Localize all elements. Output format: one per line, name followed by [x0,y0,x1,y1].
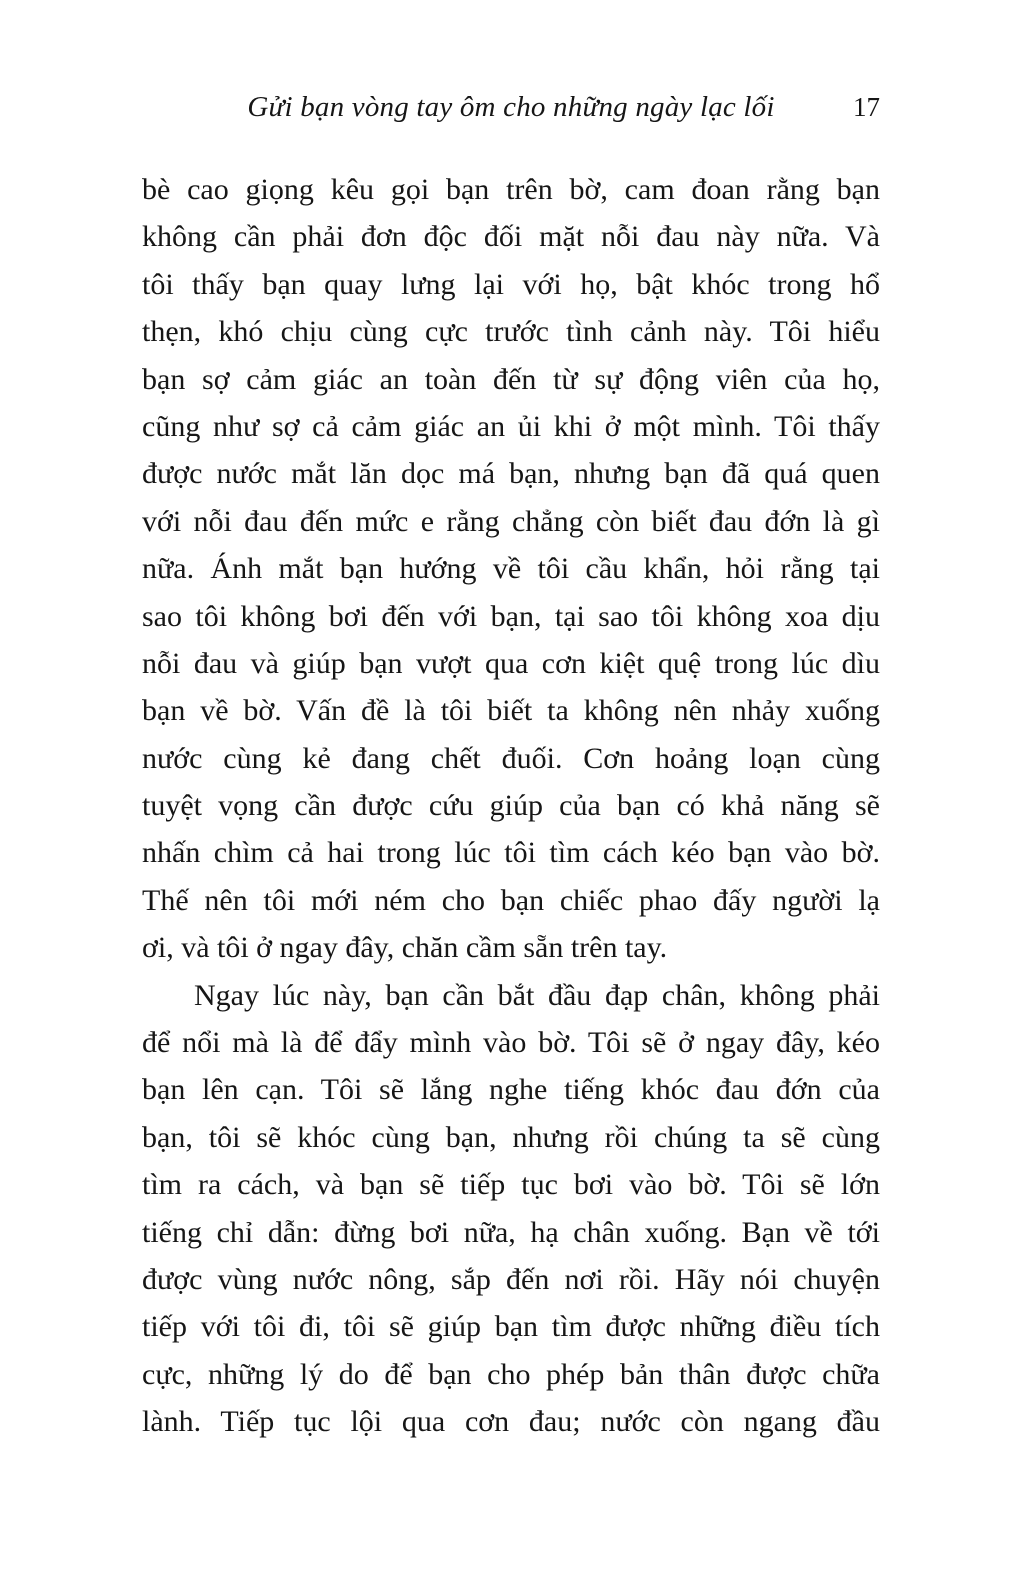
text-line: nỗi đau và giúp bạn vượt qua cơn kiệt quệ trong lúc dìu [142,646,880,680]
text-line: cực, những lý do để bạn cho phép bản thân được chữa [142,1357,880,1391]
text-line: nữa. Ánh mắt bạn hướng về tôi cầu khẩn, hỏi rằng tại [142,552,880,586]
text-line: sao tôi không bơi đến với bạn, tại sao tôi không xoa dịu [142,599,880,633]
text-line: bạn lên cạn. Tôi sẽ lắng nghe tiếng khóc đau đớn của [142,1073,880,1107]
text-line: tiếp với tôi đi, tôi sẽ giúp bạn tìm được những điều tích [142,1310,880,1344]
text-line: với nỗi đau đến mức e rằng chẳng còn biết đau đớn là gì [142,504,880,538]
text-line: tìm ra cách, và bạn sẽ tiếp tục bơi vào bờ. Tôi sẽ lớn [142,1168,880,1202]
text-line: được nước mắt lăn dọc má bạn, nhưng bạn đã quá quen [142,457,880,491]
running-header [142,86,880,128]
text-line: tôi thấy bạn quay lưng lại với họ, bật khóc trong hổ [142,267,880,301]
text-line: bạn sợ cảm giác an toàn đến từ sự động viên của họ, [142,362,880,396]
text-line: để nổi mà là để đẩy mình vào bờ. Tôi sẽ ở ngay đây, kéo [142,1026,880,1060]
page-number: 17 [853,92,880,122]
text-line: nước cùng kẻ đang chết đuối. Cơn hoảng loạn cùng [142,741,880,775]
paragraph [142,972,880,1446]
running-header-title: Gửi bạn vòng tay ôm cho những ngày lạc lối [247,91,775,123]
text-line: Ngay lúc này, bạn cần bắt đầu đạp chân, không phải [194,978,880,1012]
text-line: Thế nên tôi mới ném cho bạn chiếc phao đấy người lạ [142,883,880,917]
text-line: bè cao giọng kêu gọi bạn trên bờ, cam đoan rằng bạn [142,173,880,206]
text-line: tuyệt vọng cần được cứu giúp của bạn có khả năng sẽ [142,789,880,823]
text-line: ơi, và tôi ở ngay đây, chăn cầm sẵn trên tay. [142,931,668,965]
text-line: bạn, tôi sẽ khóc cùng bạn, nhưng rồi chúng ta sẽ cùng [142,1120,880,1154]
text-line: cũng như sợ cả cảm giác an ủi khi ở một mình. Tôi thấy [142,409,880,443]
text-line: nhấn chìm cả hai trong lúc tôi tìm cách kéo bạn vào bờ. [142,836,880,870]
text-line: được vùng nước nông, sắp đến nơi rồi. Hãy nói chuyện [142,1262,880,1296]
text-line: bạn về bờ. Vấn đề là tôi biết ta không nên nhảy xuống [142,694,880,728]
text-line: tiếng chỉ dẫn: đừng bơi nữa, hạ chân xuống. Bạn về tới [142,1215,880,1249]
text-line: thẹn, khó chịu cùng cực trước tình cảnh này. Tôi hiểu [142,315,880,349]
text-line: lành. Tiếp tục lội qua cơn đau; nước còn ngang đầu [142,1405,880,1439]
paragraph [142,166,880,972]
text-line: không cần phải đơn độc đối mặt nỗi đau này nữa. Và [142,220,880,254]
page-body [142,166,880,1446]
